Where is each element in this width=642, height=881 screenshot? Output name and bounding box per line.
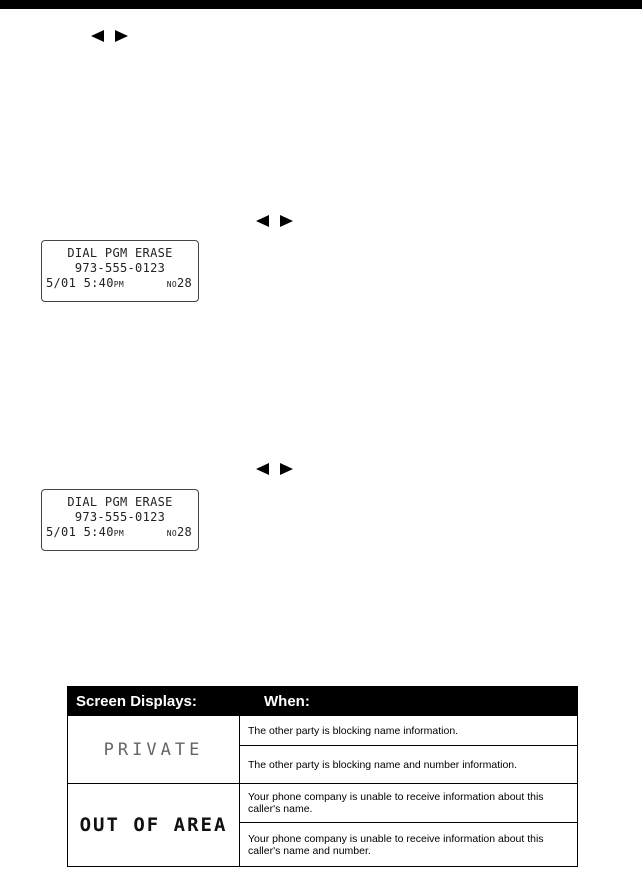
table-row — [68, 783, 577, 866]
lcd-date-time: 5/01 5:40 — [46, 276, 114, 290]
when-cell: Your phone company is unable to receive information about this caller's name and number. — [240, 822, 577, 866]
screen-out-of-area: OUT OF AREA — [68, 784, 240, 866]
left-arrow-icon — [256, 463, 269, 475]
lcd-date-time: 5/01 5:40 — [46, 525, 114, 539]
lcd-phone-number: 973-555-0123 — [74, 510, 166, 524]
lcd-phone-number: 973-555-0123 — [74, 261, 166, 275]
lcd-status-line — [42, 276, 198, 292]
lcd-display — [41, 489, 199, 551]
lcd-caller-number: 28 — [176, 525, 192, 539]
left-arrow-icon — [256, 215, 269, 227]
lcd-no-prefix: NO — [166, 280, 177, 289]
lcd-ampm: PM — [113, 529, 124, 538]
screen-displays-table — [67, 686, 578, 867]
lcd-ampm: PM — [113, 280, 124, 289]
table-row — [68, 715, 577, 783]
lcd-no-prefix: NO — [166, 529, 177, 538]
when-cell: The other party is blocking name information. — [248, 724, 459, 737]
scroll-arrows — [256, 463, 293, 475]
when-cell: Your phone company is unable to receive information about this caller's name. — [248, 791, 544, 815]
when-list — [240, 784, 577, 866]
header-screen-displays: Screen Displays: — [76, 692, 197, 710]
lcd-display — [41, 240, 199, 302]
table-header — [68, 687, 577, 715]
scroll-arrows — [256, 215, 293, 227]
header-when: When: — [264, 692, 310, 710]
screen-private: PRIVATE — [68, 716, 240, 783]
right-arrow-icon — [115, 30, 128, 42]
lcd-status-line — [42, 525, 198, 541]
when-cell: The other party is blocking name and number information. — [240, 745, 577, 783]
lcd-menu-line: DIAL PGM ERASE — [67, 495, 173, 509]
lcd-menu-line: DIAL PGM ERASE — [67, 246, 173, 260]
left-arrow-icon — [91, 30, 104, 42]
when-list — [240, 716, 577, 783]
top-rule — [0, 0, 642, 9]
lcd-caller-number: 28 — [176, 276, 192, 290]
scroll-arrows — [91, 30, 128, 42]
right-arrow-icon — [280, 463, 293, 475]
right-arrow-icon — [280, 215, 293, 227]
